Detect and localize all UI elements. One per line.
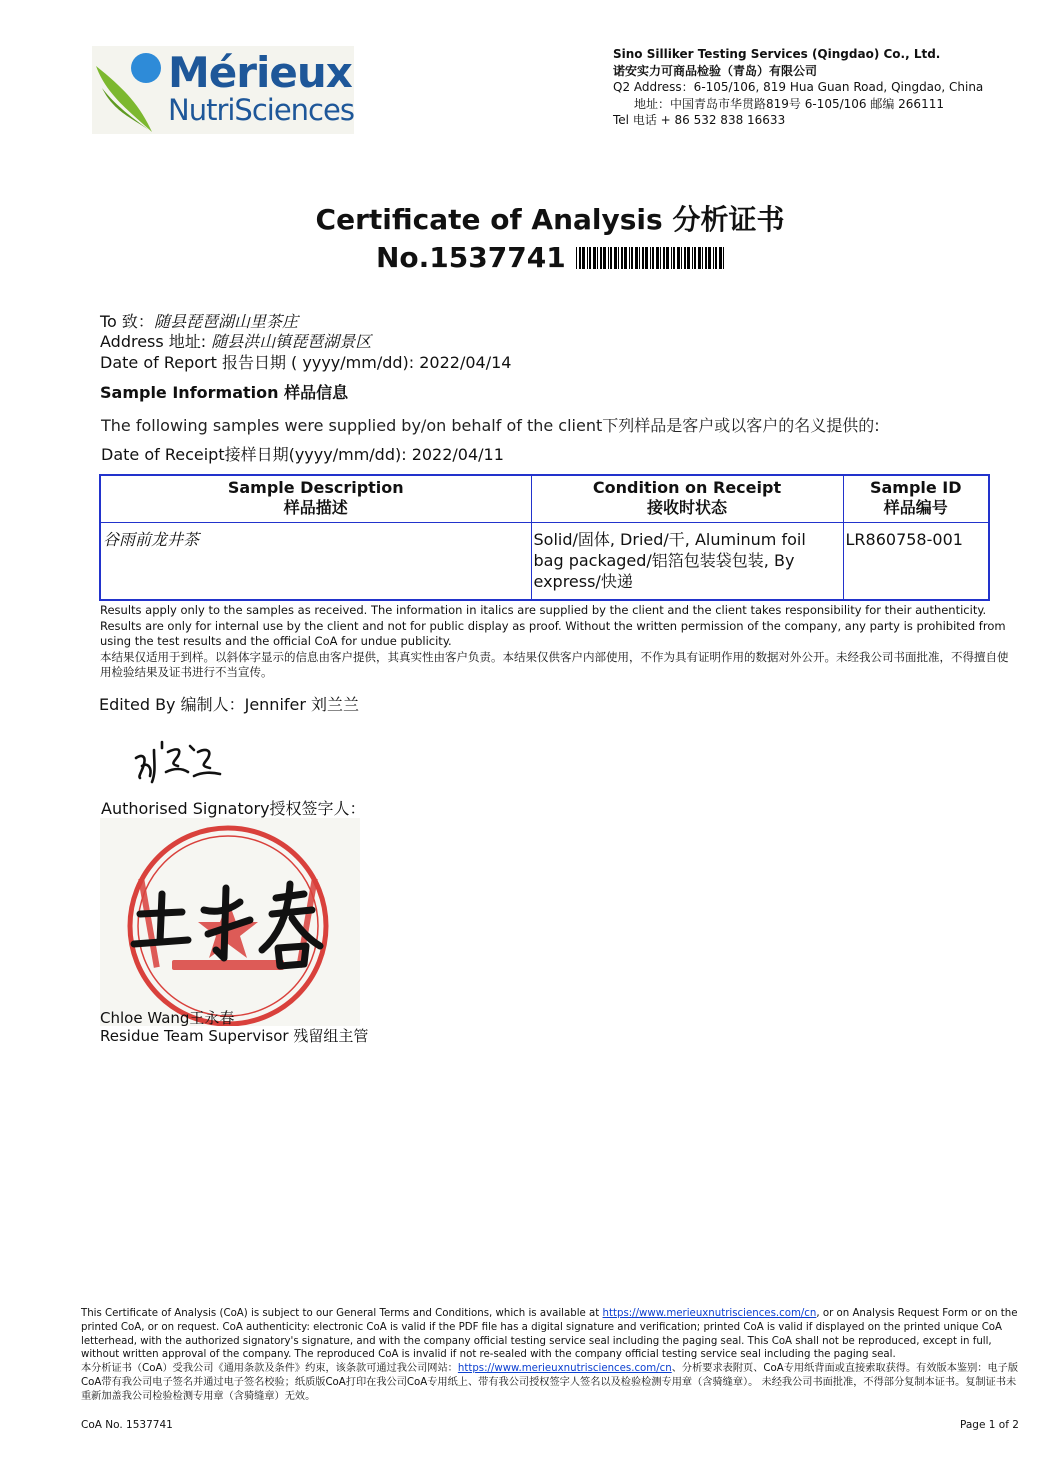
company-address-en: Q2 Address：6-105/106, 819 Hua Guan Road, Qingdao, China	[613, 80, 984, 94]
address-value: 随县洪山镇琵琶湖景区	[211, 332, 372, 351]
header-condition-on-receipt	[531, 475, 843, 523]
footer-text: 本分析证书（CoA）受我公司《通用条款及条件》约束，该条款可通过我公司网站：	[81, 1363, 458, 1375]
footer-coa-number: CoA No. 1537741	[81, 1419, 173, 1431]
footer-text: 、分析要求表附页、CoA专用纸背面或直接索取获得。有效版本鉴别：电子版CoA带有我公司电子签名并通过电子签名校验；纸质版CoA打印在我公司CoA专用纸上、带有我公司授权签字人签名以及检验检测专用章（含骑缝章）。 未经我公司书面批准，不得部分复制本证书。复制证书未重新加盖我公司检验检测专用章（含骑缝章）无效。	[81, 1363, 1019, 1402]
certificate-number: No.1537741	[376, 241, 566, 274]
recipient-label: To 致：	[100, 312, 154, 331]
authorised-signatory: Authorised Signatory授权签字人：	[101, 799, 366, 818]
report-date: Date of Report 报告日期 ( yyyy/mm/dd): 2022/04/14	[100, 353, 512, 372]
footer-terms-cn	[81, 1362, 1021, 1403]
cell-sample-description: 谷雨前龙井茶	[100, 523, 531, 601]
recipient-line	[100, 311, 298, 332]
document-title: Certificate of Analysis 分析证书	[315, 203, 785, 236]
signer-title: Residue Team Supervisor 残留组主管	[100, 1027, 369, 1045]
company-address-block	[613, 46, 1033, 129]
footer-terms-en	[81, 1307, 1021, 1362]
table-header-row	[100, 475, 989, 523]
header-sample-description	[100, 475, 531, 523]
terms-link-cn[interactable]: https://www.merieuxnutrisciences.com/cn	[457, 1363, 672, 1375]
address-label: Address 地址:	[100, 332, 212, 351]
disclaimer	[100, 603, 1010, 681]
footer-text: This Certificate of Analysis (CoA) is subject to our General Terms and Conditions, which is available at	[81, 1308, 603, 1319]
table-row	[100, 523, 989, 601]
logo-text-merieux: Mérieux	[168, 48, 352, 97]
handwritten-signature-icon	[128, 728, 228, 790]
disclaimer-cn: 本结果仅适用于到样。以斜体字显示的信息由客户提供，其真实性由客户负责。本结果仅供客户内部使用，不作为具有证明作用的数据对外公开。未经我公司书面批准，不得擅自使用检验结果及证书进行不当宣传。	[100, 649, 1009, 680]
address-line	[100, 331, 371, 352]
company-name-en: Sino Silliker Testing Services (Qingdao) Co., Ltd.	[613, 47, 941, 61]
sample-table	[99, 474, 990, 601]
disclaimer-en: Results apply only to the samples as received. The information in italics are supplied by the client and the client takes responsibility for their authenticity. Results are only for internal use by the client and not for public display as proof. Without the written permission of the company, any party is prohibited from using the test results and the official CoA for undue publicity.	[100, 603, 1006, 649]
cell-sample-id: LR860758-001	[843, 523, 989, 601]
footer-terms	[81, 1307, 1021, 1404]
footer-text: , or on Analysis Request Form or on the printed CoA, or on request. CoA authenticity: electronic CoA is valid if the PDF file has a digital signature and verification; printed CoA is valid if displayed on the printed unique CoA letterhead, with the authorized signatory's signature, and with the company official testing service seal including the paging seal. This CoA shall not be reproduced, except in full, without written approval of the company. The reproduced CoA is invalid if not re-sealed with the company official testing service seal including the paging seal.	[81, 1308, 1018, 1361]
header-label-cn: 接收时状态	[646, 498, 727, 517]
barcode-icon	[576, 247, 724, 269]
company-address-cn: 地址：中国青岛市华贯路819号 6-105/106 邮编 266111	[634, 96, 944, 111]
header-label-en: Sample ID	[869, 478, 962, 497]
header-sample-id	[843, 475, 989, 523]
supplied-statement: The following samples were supplied by/on behalf of the client下列样品是客户或以客户的名义提供的:	[101, 416, 880, 435]
logo-text-nutrisciences: NutriSciences	[168, 93, 354, 127]
header-label-cn: 样品描述	[283, 498, 348, 517]
sample-info-heading: Sample Information 样品信息	[100, 383, 349, 402]
edited-by: Edited By 编制人：Jennifer 刘兰兰	[99, 695, 360, 714]
signer-name: Chloe Wang王永春	[100, 1009, 235, 1027]
recipient-name: 随县琵琶湖山里茶庄	[153, 312, 298, 331]
cell-condition: Solid/固体, Dried/干, Aluminum foil bag packaged/铝箔包装袋包装, By express/快递	[531, 523, 843, 601]
terms-link[interactable]: https://www.merieuxnutrisciences.com/cn	[602, 1308, 817, 1319]
header-label-en: Condition on Receipt	[592, 478, 782, 497]
header-label-cn: 样品编号	[883, 498, 948, 517]
company-logo	[92, 46, 354, 134]
company-tel: Tel 电话 + 86 532 838 16633	[613, 113, 786, 127]
header-label-en: Sample Description	[227, 478, 404, 497]
company-name-cn: 诺安实力可商品检验（青岛）有限公司	[613, 63, 818, 78]
official-seal-icon	[100, 818, 360, 1026]
receipt-date: Date of Receipt接样日期(yyyy/mm/dd): 2022/04/11	[101, 445, 504, 464]
page-number: Page 1 of 2	[960, 1419, 1019, 1431]
